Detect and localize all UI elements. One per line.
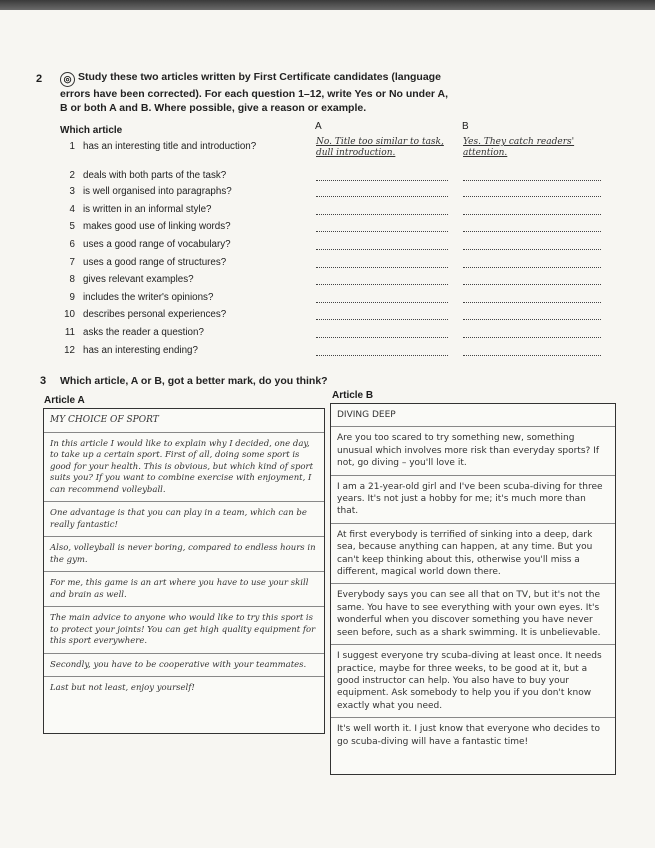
which-article-heading: Which article <box>60 125 123 136</box>
question-text: is written in an informal style? <box>83 204 212 215</box>
question-number: 5 <box>69 221 75 232</box>
question-row <box>60 327 204 338</box>
answer-line-b[interactable] <box>463 231 601 232</box>
article-a-label: Article A <box>44 395 85 406</box>
article-b-paragraph: At first everybody is terrified of sinking into a deep, dark sea, because anything can happen, at any time. But you can't keep thinking about this, otherwise you'll miss a different, magical world down there. <box>331 524 615 585</box>
cd-audio-icon: ◎ <box>60 72 75 87</box>
article-a-paragraph: Secondly, you have to be cooperative with your teammates. <box>44 654 324 678</box>
instructions-text: Study these two articles written by First Certificate candidates (language errors have been corrected). For each question 1–12, write Yes or No under A, B or both A and B. Where possible, give a reason or example. <box>60 71 449 114</box>
question-text: describes personal experiences? <box>83 309 227 320</box>
question-number: 11 <box>64 327 75 338</box>
article-a-paragraph: In this article I would like to explain why I decided, one day, to take up a certain sport. First of all, doing some sport is good for your health. This is obvious, but which kind of sport suits you? If you want to combine exercise with enjoyment, I can recommend volleyball. <box>44 433 324 503</box>
article-a-paragraph: For me, this game is an art where you have to use your skill and brain as well. <box>44 572 324 607</box>
answer-line-a[interactable] <box>316 337 448 338</box>
question-row <box>60 186 232 197</box>
article-b-paragraph: I am a 21-year-old girl and I've been scuba-diving for three years. It's not just a hobby for me; it's much more than that. <box>331 476 615 524</box>
question-number: 12 <box>64 345 75 356</box>
article-b-label: Article B <box>332 390 374 401</box>
answer-line-a[interactable] <box>316 284 448 285</box>
answer-line-a[interactable] <box>316 180 448 181</box>
answer-line-b[interactable] <box>463 319 601 320</box>
question-text: has an interesting ending? <box>83 345 198 356</box>
answer-line-a[interactable] <box>316 214 448 215</box>
question-row <box>60 257 226 268</box>
answer-1-b[interactable]: Yes. They catch readers' attention. <box>463 137 575 158</box>
answer-line-a[interactable] <box>316 355 448 356</box>
exercise-2-instructions <box>60 70 455 115</box>
answer-line-a[interactable] <box>316 319 448 320</box>
answer-line-b[interactable] <box>463 302 601 303</box>
answer-line-b[interactable] <box>463 267 601 268</box>
answer-line-a[interactable] <box>316 196 448 197</box>
answer-line-b[interactable] <box>463 249 601 250</box>
question-text: makes good use of linking words? <box>83 221 231 232</box>
question-number: 3 <box>69 186 75 197</box>
question-text: uses a good range of structures? <box>83 257 227 268</box>
question-number: 1 <box>69 141 75 152</box>
question-row <box>60 292 213 303</box>
answer-line-b[interactable] <box>463 180 601 181</box>
article-a-paragraph: Also, volleyball is never boring, compared to endless hours in the gym. <box>44 537 324 572</box>
article-a-paragraph: One advantage is that you can play in a team, which can be really fantastic! <box>44 502 324 537</box>
answer-line-b[interactable] <box>463 284 601 285</box>
question-number: 4 <box>69 204 75 215</box>
question-row <box>60 309 226 320</box>
question-text: asks the reader a question? <box>83 327 204 338</box>
column-a-heading: A <box>315 121 322 132</box>
article-b-title: DIVING DEEP <box>331 404 615 427</box>
answer-line-a[interactable] <box>316 231 448 232</box>
question-text: includes the writer's opinions? <box>83 292 214 303</box>
question-text: is well organised into paragraphs? <box>83 186 232 197</box>
question-row <box>60 239 231 250</box>
answer-line-b[interactable] <box>463 355 601 356</box>
answer-line-b[interactable] <box>463 337 601 338</box>
question-number: 7 <box>69 257 75 268</box>
question-number: 6 <box>69 239 75 250</box>
exercise-3-question: Which article, A or B, got a better mark, do you think? <box>60 375 328 387</box>
question-number: 9 <box>69 292 75 303</box>
question-text: deals with both parts of the task? <box>83 170 227 181</box>
article-b-paragraph: Everybody says you can see all that on TV, but it's not the same. You have to see everything with your own eyes. It's wonderful when you discover something you have never seen before, such as a shark swimming. It is unbelievable. <box>331 584 615 645</box>
article-b-paragraph: Are you too scared to try something new, something unusual which involves more risk than everyday sports? If not, go diving – you'll love it. <box>331 427 615 475</box>
scan-top-edge <box>0 0 655 10</box>
answer-1-a[interactable]: No. Title too similar to task, dull introduction. <box>316 137 444 158</box>
article-a-box <box>43 408 325 734</box>
question-number: 2 <box>69 170 75 181</box>
question-row <box>60 345 198 356</box>
question-row <box>60 274 194 285</box>
article-b-paragraph: It's well worth it. I just know that everyone who decides to go scuba-diving will have a fantastic time! <box>337 724 600 747</box>
exercise-2-number: 2 <box>36 73 43 85</box>
answer-line-b[interactable] <box>463 196 601 197</box>
question-row <box>60 141 256 152</box>
article-a-paragraph: Last but not least, enjoy yourself! <box>50 683 195 693</box>
question-number: 10 <box>64 309 75 320</box>
answer-line-a[interactable] <box>316 267 448 268</box>
article-b-paragraph: I suggest everyone try scuba-diving at least once. It needs practice, maybe for three weeks, to be good at it, but a good instructor can help. You also have to buy your equipment. Ask somebody to help you if you don't know exactly what you need. <box>331 645 615 718</box>
article-b-box <box>330 403 616 775</box>
answer-line-b[interactable] <box>463 214 601 215</box>
exercise-3-number: 3 <box>40 375 47 387</box>
question-text: gives relevant examples? <box>83 274 194 285</box>
article-a-title: MY CHOICE OF SPORT <box>44 409 324 433</box>
article-a-paragraph: The main advice to anyone who would like to try this sport is to protect your joints! You can get high quality equipment for this sport everywhere. <box>44 607 324 654</box>
question-row <box>60 204 212 215</box>
answer-line-a[interactable] <box>316 249 448 250</box>
column-b-heading: B <box>462 121 469 132</box>
question-row <box>60 170 226 181</box>
answer-line-a[interactable] <box>316 302 448 303</box>
question-text: has an interesting title and introduction? <box>83 141 257 152</box>
question-number: 8 <box>69 274 75 285</box>
question-row <box>60 221 231 232</box>
question-text: uses a good range of vocabulary? <box>83 239 231 250</box>
